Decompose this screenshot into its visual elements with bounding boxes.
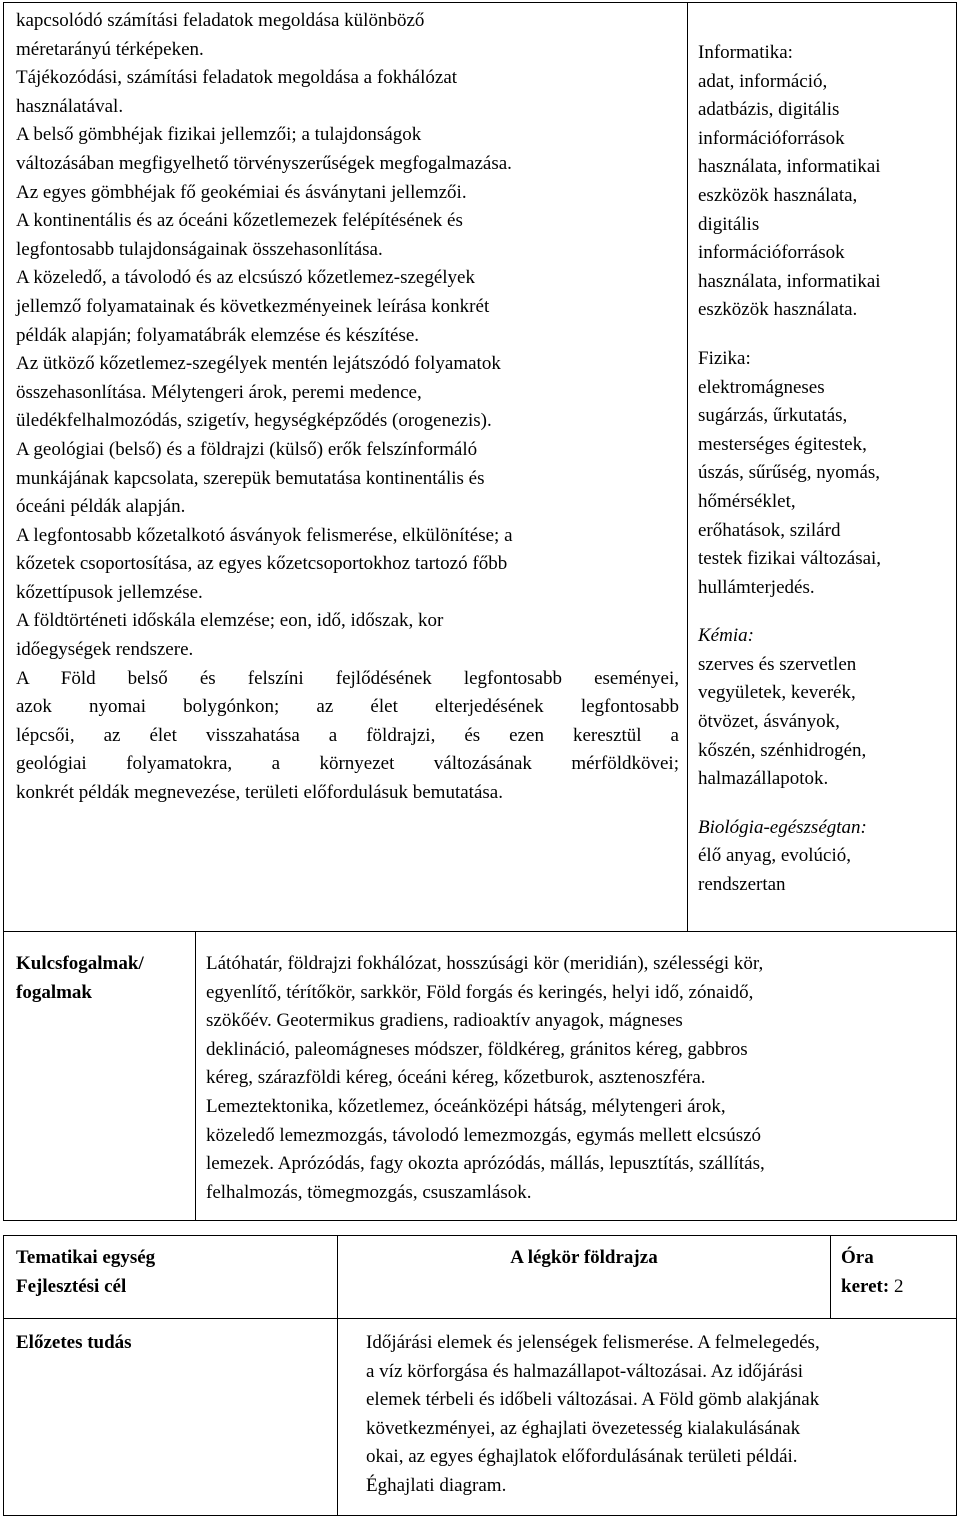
prior-knowledge-line: Éghajlati diagram. [366, 1474, 507, 1496]
prior-knowledge-line: a víz körforgása és halmazállapot-változásai. Az időjárási [366, 1360, 803, 1382]
content-line: kőzettípusok jellemzése. [16, 581, 203, 603]
subject-link-line: használata, informatikai [698, 270, 881, 292]
content-line: A kontinentális és az óceáni kőzetlemezek felépítésének és [16, 210, 463, 232]
content-line: A belső gömbhéjak fizikai jellemzői; a tulajdonságok [16, 124, 422, 146]
content-line: azok nyomai bolygónkon; az élet elterjedésének legfontosabb [16, 696, 679, 718]
key-concepts-line: közeledő lemezmozgás, távolodó lemezmozgás, egymás mellett elcsúszó [206, 1124, 762, 1146]
content-line: A közeledő, a távolodó és az elcsúszó kőzetlemez-szegélyek [16, 267, 475, 289]
key-concepts-line: lemezek. Aprózódás, fagy okozta aprózódás, mállás, lepusztítás, szállítás, [206, 1153, 765, 1175]
key-concepts-line: egyenlítő, térítőkör, sarkkör, Föld forgás és keringés, helyi idő, zónaidő, [206, 981, 754, 1003]
content-line: Az egyes gömbhéjak fő geokémiai és ásványtani jellemzői. [16, 181, 467, 203]
key-concepts-text-cell [196, 932, 957, 1221]
subject-link-line: rendszertan [698, 874, 786, 896]
cross-curricular-links [698, 39, 952, 900]
content-paragraphs [16, 7, 679, 808]
subject-link-line: vegyületek, keverék, [698, 682, 856, 704]
subject-link-line: információforrások [698, 127, 845, 149]
unit-title: A légkör földrajza [510, 1247, 658, 1268]
prior-knowledge-line: Időjárási elemek és jelenségek felismerése. A felmelegedés, [366, 1332, 820, 1353]
key-concepts-label-1: Kulcsfogalmak/ [16, 953, 144, 974]
hours-label-1: Óra [841, 1247, 874, 1268]
content-line: időegységek rendszere. [16, 639, 194, 661]
subject-heading: Kémia: [698, 625, 754, 647]
subject-link-line: testek fizikai változásai, [698, 548, 882, 570]
subject-link-line: adatbázis, digitális [698, 99, 840, 121]
subject-link-line: úszás, sűrűség, nyomás, [698, 462, 881, 484]
subject-link-line: adat, információ, [698, 70, 828, 92]
content-line: példák alapján; folyamatábrák elemzése és készítése. [16, 324, 420, 346]
key-concepts-text [206, 950, 950, 1207]
subject-link-block [698, 622, 952, 794]
content-line: üledékfelhalmozódás, szigetív, hegységképződés (orogenezis). [16, 410, 492, 432]
key-concepts-line: kéreg, szárazföldi kéreg, óceáni kéreg, kőzetburok, asztenoszféra. [206, 1067, 706, 1089]
subject-link-block [698, 814, 952, 900]
prior-knowledge-text [366, 1329, 950, 1501]
subject-link-line: sugárzás, űrkutatás, [698, 405, 848, 427]
prior-knowledge-row [4, 1319, 957, 1516]
subject-link-line: eszközök használata, [698, 184, 858, 206]
content-line: A földtörténeti időskála elemzése; eon, idő, időszak, kor [16, 610, 444, 632]
key-concepts-line: deklináció, paleomágneses módszer, földkéreg, gránitos kéreg, gabbros [206, 1038, 748, 1060]
hours-label-2: keret: [841, 1275, 890, 1297]
prior-knowledge-line: okai, az egyes éghajlatok előfordulásának területi példái. [366, 1446, 798, 1468]
subject-link-line: ötvözet, ásványok, [698, 711, 840, 733]
content-line: Az ütköző kőzetlemez-szegélyek mentén lejátszódó folyamatok [16, 353, 501, 375]
prior-knowledge-label: Előzetes tudás [16, 1332, 132, 1353]
content-line: A geológiai (belső) és a földrajzi (külső) erők felszínformáló [16, 438, 478, 460]
key-concepts-label-2: fogalmak [16, 981, 92, 1003]
unit-header-row [4, 1236, 957, 1319]
subject-link-line: elektromágneses [698, 376, 825, 398]
curriculum-table [3, 2, 957, 1221]
subject-link-line: információforrások [698, 242, 845, 264]
key-concepts-line: szökőév. Geotermikus gradiens, radioaktív anyagok, mágneses [206, 1010, 683, 1032]
subject-link-line: hőmérséklet, [698, 490, 796, 512]
key-concepts-row [4, 932, 957, 1221]
subject-link-line: digitális [698, 213, 760, 235]
subject-heading: Fizika: [698, 347, 751, 369]
content-line: A Föld belső és felszíni fejlődésének legfontosabb eseményei, [16, 667, 679, 689]
content-line: jellemző folyamatainak és következményeinek leírása konkrét [16, 295, 490, 317]
subject-link-line: halmazállapotok. [698, 768, 829, 790]
subject-link-line: mesterséges égitestek, [698, 433, 867, 455]
unit-label-2: Fejlesztési cél [16, 1275, 127, 1297]
content-line: lépcsői, az élet visszahatása a földrajzi, és ezen keresztül a [16, 724, 679, 746]
key-concepts-line: Lemeztektonika, kőzetlemez, óceánközépi hátság, mélytengeri árok, [206, 1095, 726, 1117]
content-line: összehasonlítása. Mélytengeri árok, peremi medence, [16, 381, 422, 403]
key-concepts-line: felhalmozás, tömegmozgás, csuszamlások. [206, 1181, 532, 1203]
content-line: munkájának kapcsolata, szerepük bemutatása kontinentális és [16, 467, 485, 489]
unit-title-cell [338, 1236, 831, 1319]
content-line: A legfontosabb kőzetalkotó ásványok felismerése, elkülönítése; a [16, 524, 513, 546]
prior-knowledge-line: következményei, az éghajlati övezetesség kialakulásának [366, 1417, 801, 1439]
subject-link-line: használata, informatikai [698, 156, 881, 178]
content-row [4, 3, 957, 932]
key-concepts-line: Látóhatár, földrajzi fokhálózat, hosszúsági kör (meridián), szélességi kör, [206, 953, 764, 974]
unit-label-1: Tematikai egység [16, 1247, 156, 1268]
content-line: óceáni példák alapján. [16, 496, 186, 518]
subject-link-line: szerves és szervetlen [698, 653, 857, 675]
key-concepts-label-cell [4, 932, 196, 1221]
content-line: kőzetek csoportosítása, az egyes kőzetcsoportokhoz tartozó főbb [16, 553, 508, 575]
subject-link-line: erőhatások, szilárd [698, 519, 841, 541]
content-left-cell [4, 3, 688, 932]
subject-link-block [698, 39, 952, 325]
subject-heading: Biológia-egészségtan: [698, 816, 867, 838]
content-line: méretarányú térképeken. [16, 38, 204, 60]
prior-knowledge-line: elemek térbeli és időbeli változásai. A Föld gömb alakjának [366, 1389, 820, 1411]
content-line: geológiai folyamatokra, a környezet változásának mérföldkövei; [16, 753, 679, 775]
subject-link-line: élő anyag, evolúció, [698, 845, 852, 867]
hours-value: 2 [893, 1275, 904, 1297]
content-line: legfontosabb tulajdonságainak összehasonlítása. [16, 238, 383, 260]
cross-curricular-cell [688, 3, 957, 932]
prior-knowledge-text-cell [338, 1319, 957, 1516]
subject-link-line: eszközök használata. [698, 299, 858, 321]
subject-link-line: hullámterjedés. [698, 576, 815, 598]
prior-knowledge-label-cell [4, 1319, 338, 1516]
unit-table [3, 1235, 957, 1516]
content-line: Tájékozódási, számítási feladatok megoldása a fokhálózat [16, 67, 458, 89]
hours-cell [831, 1236, 957, 1319]
content-line: konkrét példák megnevezése, területi előfordulásuk bemutatása. [16, 782, 503, 804]
unit-label-cell [4, 1236, 338, 1319]
content-line: kapcsolódó számítási feladatok megoldása különböző [16, 10, 425, 31]
subject-heading: Informatika: [698, 42, 793, 63]
content-line: használatával. [16, 95, 124, 117]
subject-link-line: kőszén, szénhidrogén, [698, 739, 867, 761]
content-line: változásában megfigyelhető törvényszerűségek megfogalmazása. [16, 152, 512, 174]
subject-link-block [698, 345, 952, 602]
